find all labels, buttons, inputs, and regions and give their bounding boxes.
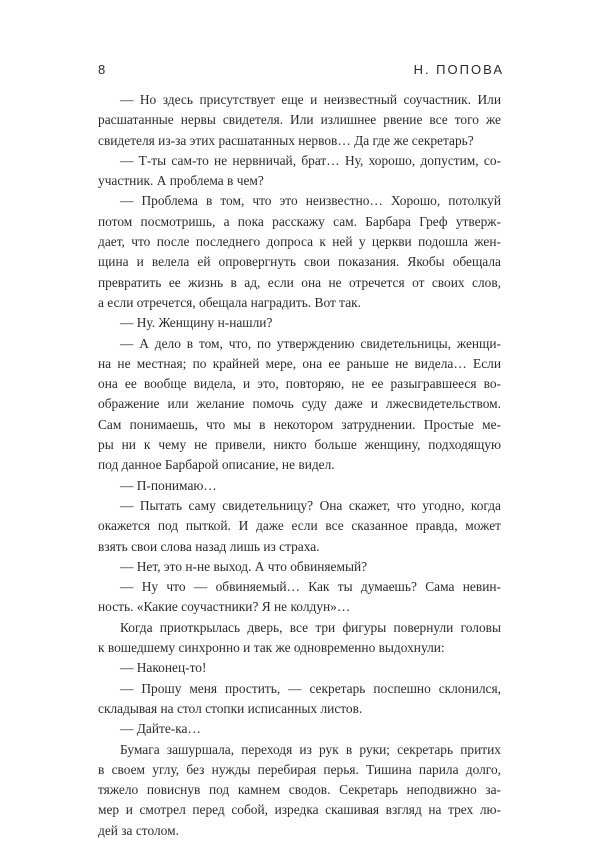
text-line: превратить ее жизнь в ад, если она не отречется от своих слов, (98, 274, 501, 290)
text-line: Бумага зашуршала, переходя из рук в руки; секретарь притих (120, 741, 501, 757)
text-line: к вошедшему синхронно и так же одновременно выдохнули: (98, 640, 445, 656)
text-line: — Дайте-ка… (120, 721, 201, 737)
text-line: участник. А проблема в чем? (98, 173, 264, 189)
text-line: — Т-ты сам-то не нервничай, брат… Ну, хорошо, допустим, со- (120, 152, 501, 168)
text-line: взять свои слова назад лишь из страха. (98, 538, 320, 554)
text-line: свидетеля из-за этих расшатанных нервов… Да где же секретарь? (98, 132, 474, 148)
text-line: — Но здесь присутствует еще и неизвестный соучастник. Или (120, 92, 501, 107)
text-line: — Пытать саму свидетельницу? Она скажет, что угодно, когда (120, 497, 501, 513)
text-line: дей за столом. (98, 822, 179, 838)
text-line: а если отречется, обещала наградить. Вот так. (98, 294, 361, 310)
text-line: ность. «Какие соучастники? Я не колдун»… (98, 599, 351, 615)
text-line: ры ни к чему не привели, никто больше женщину, подходящую (98, 437, 501, 453)
text-line: она ее вообще видела, и это, повторяю, не ее разыгравшееся во- (98, 376, 501, 392)
page-number: 8 (98, 62, 107, 77)
text-line: Сам понимаешь, что мы в некотором затруднении. Простые ме- (98, 416, 501, 432)
text-line: щина и велела ей опровергнуть свои показания. Якобы обещала (98, 254, 501, 270)
text-line: — Наконец-то! (120, 660, 207, 676)
text-line: — Нет, это н-не выход. А что обвиняемый? (120, 558, 368, 574)
body-text (98, 90, 501, 841)
text-line: Когда приоткрылась дверь, все три фигуры повернули головы (120, 619, 501, 635)
text-line: — Проблема в том, что это неизвестно… Хорошо, потолкуй (120, 193, 501, 209)
text-line: — Прошу меня простить, — секретарь поспешно склонился, (120, 680, 501, 696)
text-line: складывая на стол стопки исписанных листов. (98, 700, 363, 716)
text-line: — А дело в том, что, по утверждению свидетельницы, женщи- (120, 335, 501, 351)
text-line: ображение или желание помочь суду даже и лжесвидетельством. (98, 396, 501, 412)
text-line: на не местная; по крайней мере, она ее раньше не видела… Если (98, 355, 501, 371)
text-line: дает, что после последнего допроса к ней у церкви подошла жен- (98, 234, 501, 250)
text-line: расшатанные нервы свидетеля. Или излишнее рвение все того же (98, 112, 501, 128)
text-line: — П-понимаю… (120, 477, 217, 493)
text-line: — Ну что — обвиняемый… Как ты думаешь? Сама невин- (120, 579, 501, 595)
text-line: потом посмотришь, а пока расскажу сам. Барбара Греф утверж- (98, 213, 501, 229)
text-line: мер и смотрел перед собой, изредка скашивая взгляд на трех лю- (98, 802, 501, 818)
text-line: в своем углу, без нужды перебирая перья. Тишина парила долго, (98, 761, 501, 777)
text-line: — Ну. Женщину н-нашли? (120, 315, 273, 331)
text-line: окажется под пыткой. И даже если все сказанное правда, может (98, 518, 501, 534)
running-head: Н. ПОПОВА (413, 62, 504, 77)
text-line: под данное Барбарой описание, не видел. (98, 457, 335, 473)
text-line: тяжело повиснув под камнем сводов. Секретарь неподвижно за- (98, 782, 501, 798)
